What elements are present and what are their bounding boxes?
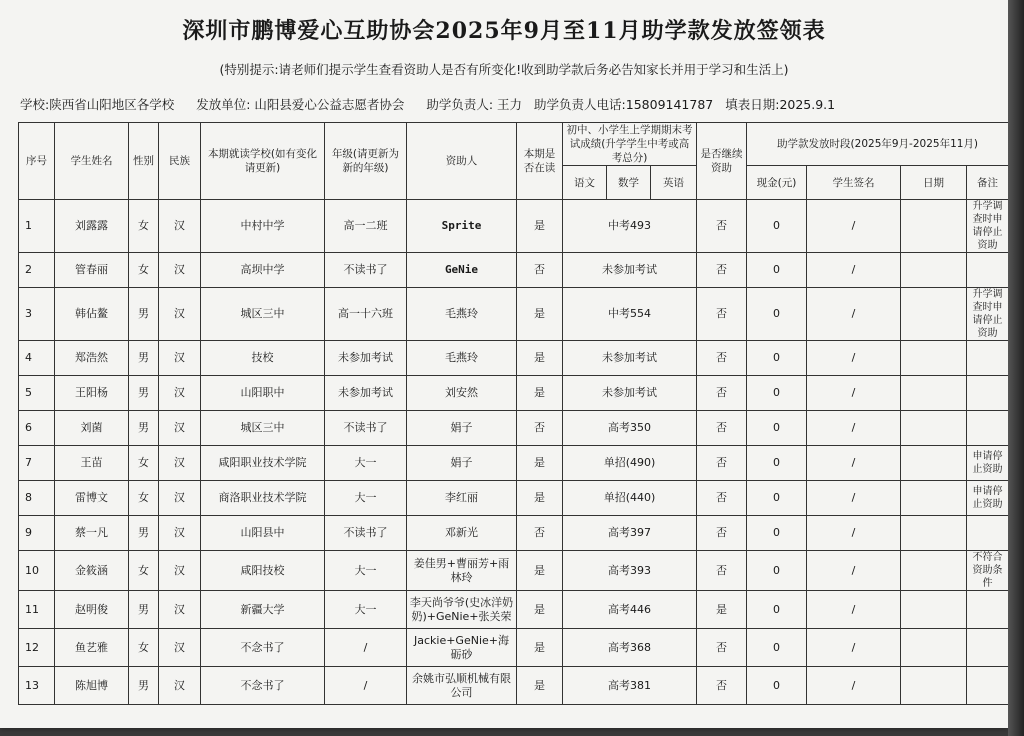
- cell-name: 鱼艺雅: [55, 629, 129, 667]
- cell-sponsor: 李天尚爷爷(史冰洋奶奶)+GeNie+张关荣: [407, 591, 517, 629]
- cell-index: 10: [19, 551, 55, 591]
- cell-enrolled: 否: [517, 516, 563, 551]
- cell-sponsor: 刘安然: [407, 376, 517, 411]
- cell-school: 山阳职中: [201, 376, 325, 411]
- header-grade: 年级(请更新为新的年级): [325, 123, 407, 200]
- table-row: [19, 411, 1009, 446]
- cell-cash: 0: [747, 288, 807, 341]
- cell-cash: 0: [747, 411, 807, 446]
- cell-day: [901, 376, 967, 411]
- cell-index: 2: [19, 253, 55, 288]
- cell-day: [901, 253, 967, 288]
- cell-index: 4: [19, 341, 55, 376]
- cell-ethnicity: 汉: [159, 200, 201, 253]
- cell-cash: 0: [747, 200, 807, 253]
- cell-remark: [967, 516, 1008, 551]
- cell-ethnicity: 汉: [159, 516, 201, 551]
- table-row: [19, 481, 1009, 516]
- cell-remark: [967, 253, 1008, 288]
- header-school: 本期就读学校(如有变化请更新): [201, 123, 325, 200]
- cell-school: 不念书了: [201, 629, 325, 667]
- cell-enrolled: 是: [517, 551, 563, 591]
- cell-ethnicity: 汉: [159, 667, 201, 705]
- cell-name: 刘菌: [55, 411, 129, 446]
- cell-continue: 否: [697, 481, 747, 516]
- cell-sponsor: 娟子: [407, 411, 517, 446]
- cell-score: 高考446: [563, 591, 697, 629]
- cell-sponsor: Jackie+GeNie+海砺砂: [407, 629, 517, 667]
- cell-school: 商洛职业技术学院: [201, 481, 325, 516]
- cell-grade: 大一: [325, 481, 407, 516]
- meta-date: 填表日期:2025.9.1: [725, 97, 836, 112]
- cell-day: [901, 551, 967, 591]
- cell-cash: 0: [747, 591, 807, 629]
- cell-sponsor: 邓新光: [407, 516, 517, 551]
- table-row: [19, 516, 1009, 551]
- cell-score: 中考493: [563, 200, 697, 253]
- cell-sponsor: Sprite: [407, 200, 517, 253]
- cell-remark: 申请停止资助: [967, 446, 1008, 481]
- cell-day: [901, 629, 967, 667]
- cell-gender: 男: [129, 667, 159, 705]
- cell-continue: 否: [697, 629, 747, 667]
- cell-gender: 女: [129, 629, 159, 667]
- table-row: [19, 667, 1009, 705]
- cell-continue: 否: [697, 376, 747, 411]
- cell-name: 郑浩然: [55, 341, 129, 376]
- cell-name: 王苗: [55, 446, 129, 481]
- cell-cash: 0: [747, 629, 807, 667]
- cell-enrolled: 是: [517, 341, 563, 376]
- cell-school: 技校: [201, 341, 325, 376]
- cell-signature: /: [807, 288, 901, 341]
- cell-day: [901, 411, 967, 446]
- cell-enrolled: 是: [517, 591, 563, 629]
- cell-signature: /: [807, 551, 901, 591]
- cell-score: 高考368: [563, 629, 697, 667]
- header-enrolled: 本期是否在读: [517, 123, 563, 200]
- cell-score: 单招(440): [563, 481, 697, 516]
- cell-ethnicity: 汉: [159, 591, 201, 629]
- cell-school: 咸阳技校: [201, 551, 325, 591]
- cell-continue: 否: [697, 411, 747, 446]
- table-row: [19, 591, 1009, 629]
- cell-grade: 不读书了: [325, 253, 407, 288]
- cell-grade: /: [325, 629, 407, 667]
- cell-school: 城区三中: [201, 411, 325, 446]
- cell-enrolled: 是: [517, 481, 563, 516]
- table-row: [19, 288, 1009, 341]
- cell-score: 高考381: [563, 667, 697, 705]
- cell-ethnicity: 汉: [159, 253, 201, 288]
- cell-sponsor: 毛燕玲: [407, 288, 517, 341]
- cell-enrolled: 是: [517, 629, 563, 667]
- cell-grade: 大一: [325, 446, 407, 481]
- header-ethnicity: 民族: [159, 123, 201, 200]
- cell-continue: 否: [697, 667, 747, 705]
- cell-index: 9: [19, 516, 55, 551]
- cell-gender: 男: [129, 341, 159, 376]
- cell-day: [901, 667, 967, 705]
- cell-index: 12: [19, 629, 55, 667]
- stipend-table: [18, 122, 1008, 705]
- cell-ethnicity: 汉: [159, 629, 201, 667]
- cell-score: 高考350: [563, 411, 697, 446]
- cell-ethnicity: 汉: [159, 446, 201, 481]
- cell-signature: /: [807, 376, 901, 411]
- cell-score: 未参加考试: [563, 376, 697, 411]
- cell-index: 13: [19, 667, 55, 705]
- cell-remark: 不符合资助条件: [967, 551, 1008, 591]
- cell-day: [901, 200, 967, 253]
- cell-cash: 0: [747, 551, 807, 591]
- header-math: 数学: [607, 166, 651, 200]
- cell-day: [901, 288, 967, 341]
- meta-line: [20, 95, 1000, 113]
- cell-grade: 大一: [325, 591, 407, 629]
- cell-remark: [967, 629, 1008, 667]
- cell-signature: /: [807, 481, 901, 516]
- cell-continue: 否: [697, 341, 747, 376]
- table-row: [19, 446, 1009, 481]
- cell-index: 11: [19, 591, 55, 629]
- cell-cash: 0: [747, 341, 807, 376]
- cell-school: 中村中学: [201, 200, 325, 253]
- cell-continue: 否: [697, 288, 747, 341]
- header-day: 日期: [901, 166, 967, 200]
- cell-gender: 男: [129, 288, 159, 341]
- cell-gender: 女: [129, 253, 159, 288]
- cell-gender: 男: [129, 516, 159, 551]
- cell-sponsor: 毛燕玲: [407, 341, 517, 376]
- cell-grade: 高一二班: [325, 200, 407, 253]
- cell-school: 高坝中学: [201, 253, 325, 288]
- cell-school: 新疆大学: [201, 591, 325, 629]
- cell-enrolled: 是: [517, 200, 563, 253]
- cell-enrolled: 是: [517, 667, 563, 705]
- cell-name: 雷博文: [55, 481, 129, 516]
- cell-signature: /: [807, 516, 901, 551]
- cell-name: 管春丽: [55, 253, 129, 288]
- table-body: [19, 200, 1009, 705]
- cell-gender: 女: [129, 481, 159, 516]
- cell-gender: 女: [129, 446, 159, 481]
- cell-signature: /: [807, 667, 901, 705]
- cell-school: 不念书了: [201, 667, 325, 705]
- meta-issuer: 发放单位: 山阳县爱心公益志愿者协会: [196, 97, 405, 112]
- cell-remark: 升学调查时申请停止资助: [967, 288, 1008, 341]
- document-title: 深圳市鹏博爱心互助协会2025年9月至11月助学款发放签领表: [182, 18, 826, 44]
- table-row: [19, 376, 1009, 411]
- cell-signature: /: [807, 629, 901, 667]
- cell-grade: 未参加考试: [325, 376, 407, 411]
- cell-name: 韩佔鳌: [55, 288, 129, 341]
- cell-school: 山阳县中: [201, 516, 325, 551]
- cell-grade: 不读书了: [325, 516, 407, 551]
- cell-grade: 不读书了: [325, 411, 407, 446]
- cell-gender: 男: [129, 376, 159, 411]
- cell-remark: [967, 341, 1008, 376]
- table-row: [19, 341, 1009, 376]
- header-scores: 初中、小学生上学期期末考试成绩(升学学生中考或高考总分): [563, 123, 697, 166]
- cell-signature: /: [807, 591, 901, 629]
- cell-remark: 申请停止资助: [967, 481, 1008, 516]
- cell-continue: 否: [697, 446, 747, 481]
- header-english: 英语: [651, 166, 697, 200]
- header-remark: 备注: [967, 166, 1008, 200]
- cell-ethnicity: 汉: [159, 551, 201, 591]
- cell-day: [901, 481, 967, 516]
- header-gender: 性别: [129, 123, 159, 200]
- cell-cash: 0: [747, 516, 807, 551]
- cell-grade: 大一: [325, 551, 407, 591]
- cell-continue: 否: [697, 253, 747, 288]
- header-sponsor: 资助人: [407, 123, 517, 200]
- header-cash: 现金(元): [747, 166, 807, 200]
- cell-ethnicity: 汉: [159, 481, 201, 516]
- cell-continue: 否: [697, 551, 747, 591]
- cell-ethnicity: 汉: [159, 341, 201, 376]
- cell-continue: 是: [697, 591, 747, 629]
- meta-manager: 助学负责人: 王力: [426, 97, 523, 112]
- cell-index: 3: [19, 288, 55, 341]
- cell-cash: 0: [747, 446, 807, 481]
- cell-ethnicity: 汉: [159, 288, 201, 341]
- cell-enrolled: 是: [517, 446, 563, 481]
- cell-index: 6: [19, 411, 55, 446]
- header-signature: 学生签名: [807, 166, 901, 200]
- cell-index: 8: [19, 481, 55, 516]
- cell-name: 陈旭博: [55, 667, 129, 705]
- cell-name: 赵明俊: [55, 591, 129, 629]
- cell-gender: 女: [129, 551, 159, 591]
- cell-enrolled: 否: [517, 253, 563, 288]
- special-notice: (特别提示:请老师们提示学生查看资助人是否有所变化!收到助学款后务必告知家长并用于学习和生活上): [219, 62, 789, 77]
- table-row: [19, 200, 1009, 253]
- cell-score: 高考393: [563, 551, 697, 591]
- cell-day: [901, 591, 967, 629]
- cell-school: 咸阳职业技术学院: [201, 446, 325, 481]
- cell-score: 单招(490): [563, 446, 697, 481]
- cell-cash: 0: [747, 481, 807, 516]
- cell-enrolled: 否: [517, 411, 563, 446]
- header-period: 助学款发放时段(2025年9月-2025年11月): [747, 123, 1008, 166]
- cell-remark: 升学调查时申请停止资助: [967, 200, 1008, 253]
- cell-gender: 男: [129, 591, 159, 629]
- cell-index: 1: [19, 200, 55, 253]
- cell-cash: 0: [747, 253, 807, 288]
- cell-day: [901, 446, 967, 481]
- cell-grade: /: [325, 667, 407, 705]
- background-edge: [1008, 0, 1024, 736]
- meta-school: 学校:陕西省山阳地区各学校: [20, 97, 175, 112]
- cell-continue: 否: [697, 516, 747, 551]
- cell-sponsor: 余姚市弘顺机械有限公司: [407, 667, 517, 705]
- cell-remark: [967, 376, 1008, 411]
- cell-ethnicity: 汉: [159, 411, 201, 446]
- table-row: [19, 551, 1009, 591]
- cell-sponsor: 李红丽: [407, 481, 517, 516]
- cell-signature: /: [807, 341, 901, 376]
- meta-phone: 助学负责人电话:15809141787: [534, 97, 714, 112]
- cell-day: [901, 516, 967, 551]
- cell-enrolled: 是: [517, 376, 563, 411]
- cell-gender: 男: [129, 411, 159, 446]
- cell-score: 未参加考试: [563, 341, 697, 376]
- cell-gender: 女: [129, 200, 159, 253]
- cell-score: 未参加考试: [563, 253, 697, 288]
- cell-signature: /: [807, 411, 901, 446]
- cell-sponsor: 姜佳男+曹丽芳+雨林玲: [407, 551, 517, 591]
- cell-enrolled: 是: [517, 288, 563, 341]
- header-chinese: 语文: [563, 166, 607, 200]
- cell-continue: 否: [697, 200, 747, 253]
- cell-remark: [967, 591, 1008, 629]
- table-row: [19, 629, 1009, 667]
- cell-name: 王阳杨: [55, 376, 129, 411]
- table-row: [19, 253, 1009, 288]
- cell-score: 中考554: [563, 288, 697, 341]
- cell-index: 5: [19, 376, 55, 411]
- cell-name: 金筱涵: [55, 551, 129, 591]
- cell-signature: /: [807, 446, 901, 481]
- cell-sponsor: GeNie: [407, 253, 517, 288]
- cell-ethnicity: 汉: [159, 376, 201, 411]
- cell-sponsor: 娟子: [407, 446, 517, 481]
- cell-day: [901, 341, 967, 376]
- cell-cash: 0: [747, 667, 807, 705]
- cell-signature: /: [807, 200, 901, 253]
- header-continue: 是否继续资助: [697, 123, 747, 200]
- cell-grade: 未参加考试: [325, 341, 407, 376]
- cell-cash: 0: [747, 376, 807, 411]
- cell-signature: /: [807, 253, 901, 288]
- cell-remark: [967, 411, 1008, 446]
- cell-name: 刘露露: [55, 200, 129, 253]
- cell-remark: [967, 667, 1008, 705]
- cell-score: 高考397: [563, 516, 697, 551]
- header-index: 序号: [19, 123, 55, 200]
- cell-grade: 高一十六班: [325, 288, 407, 341]
- cell-name: 蔡一凡: [55, 516, 129, 551]
- cell-index: 7: [19, 446, 55, 481]
- header-name: 学生姓名: [55, 123, 129, 200]
- cell-school: 城区三中: [201, 288, 325, 341]
